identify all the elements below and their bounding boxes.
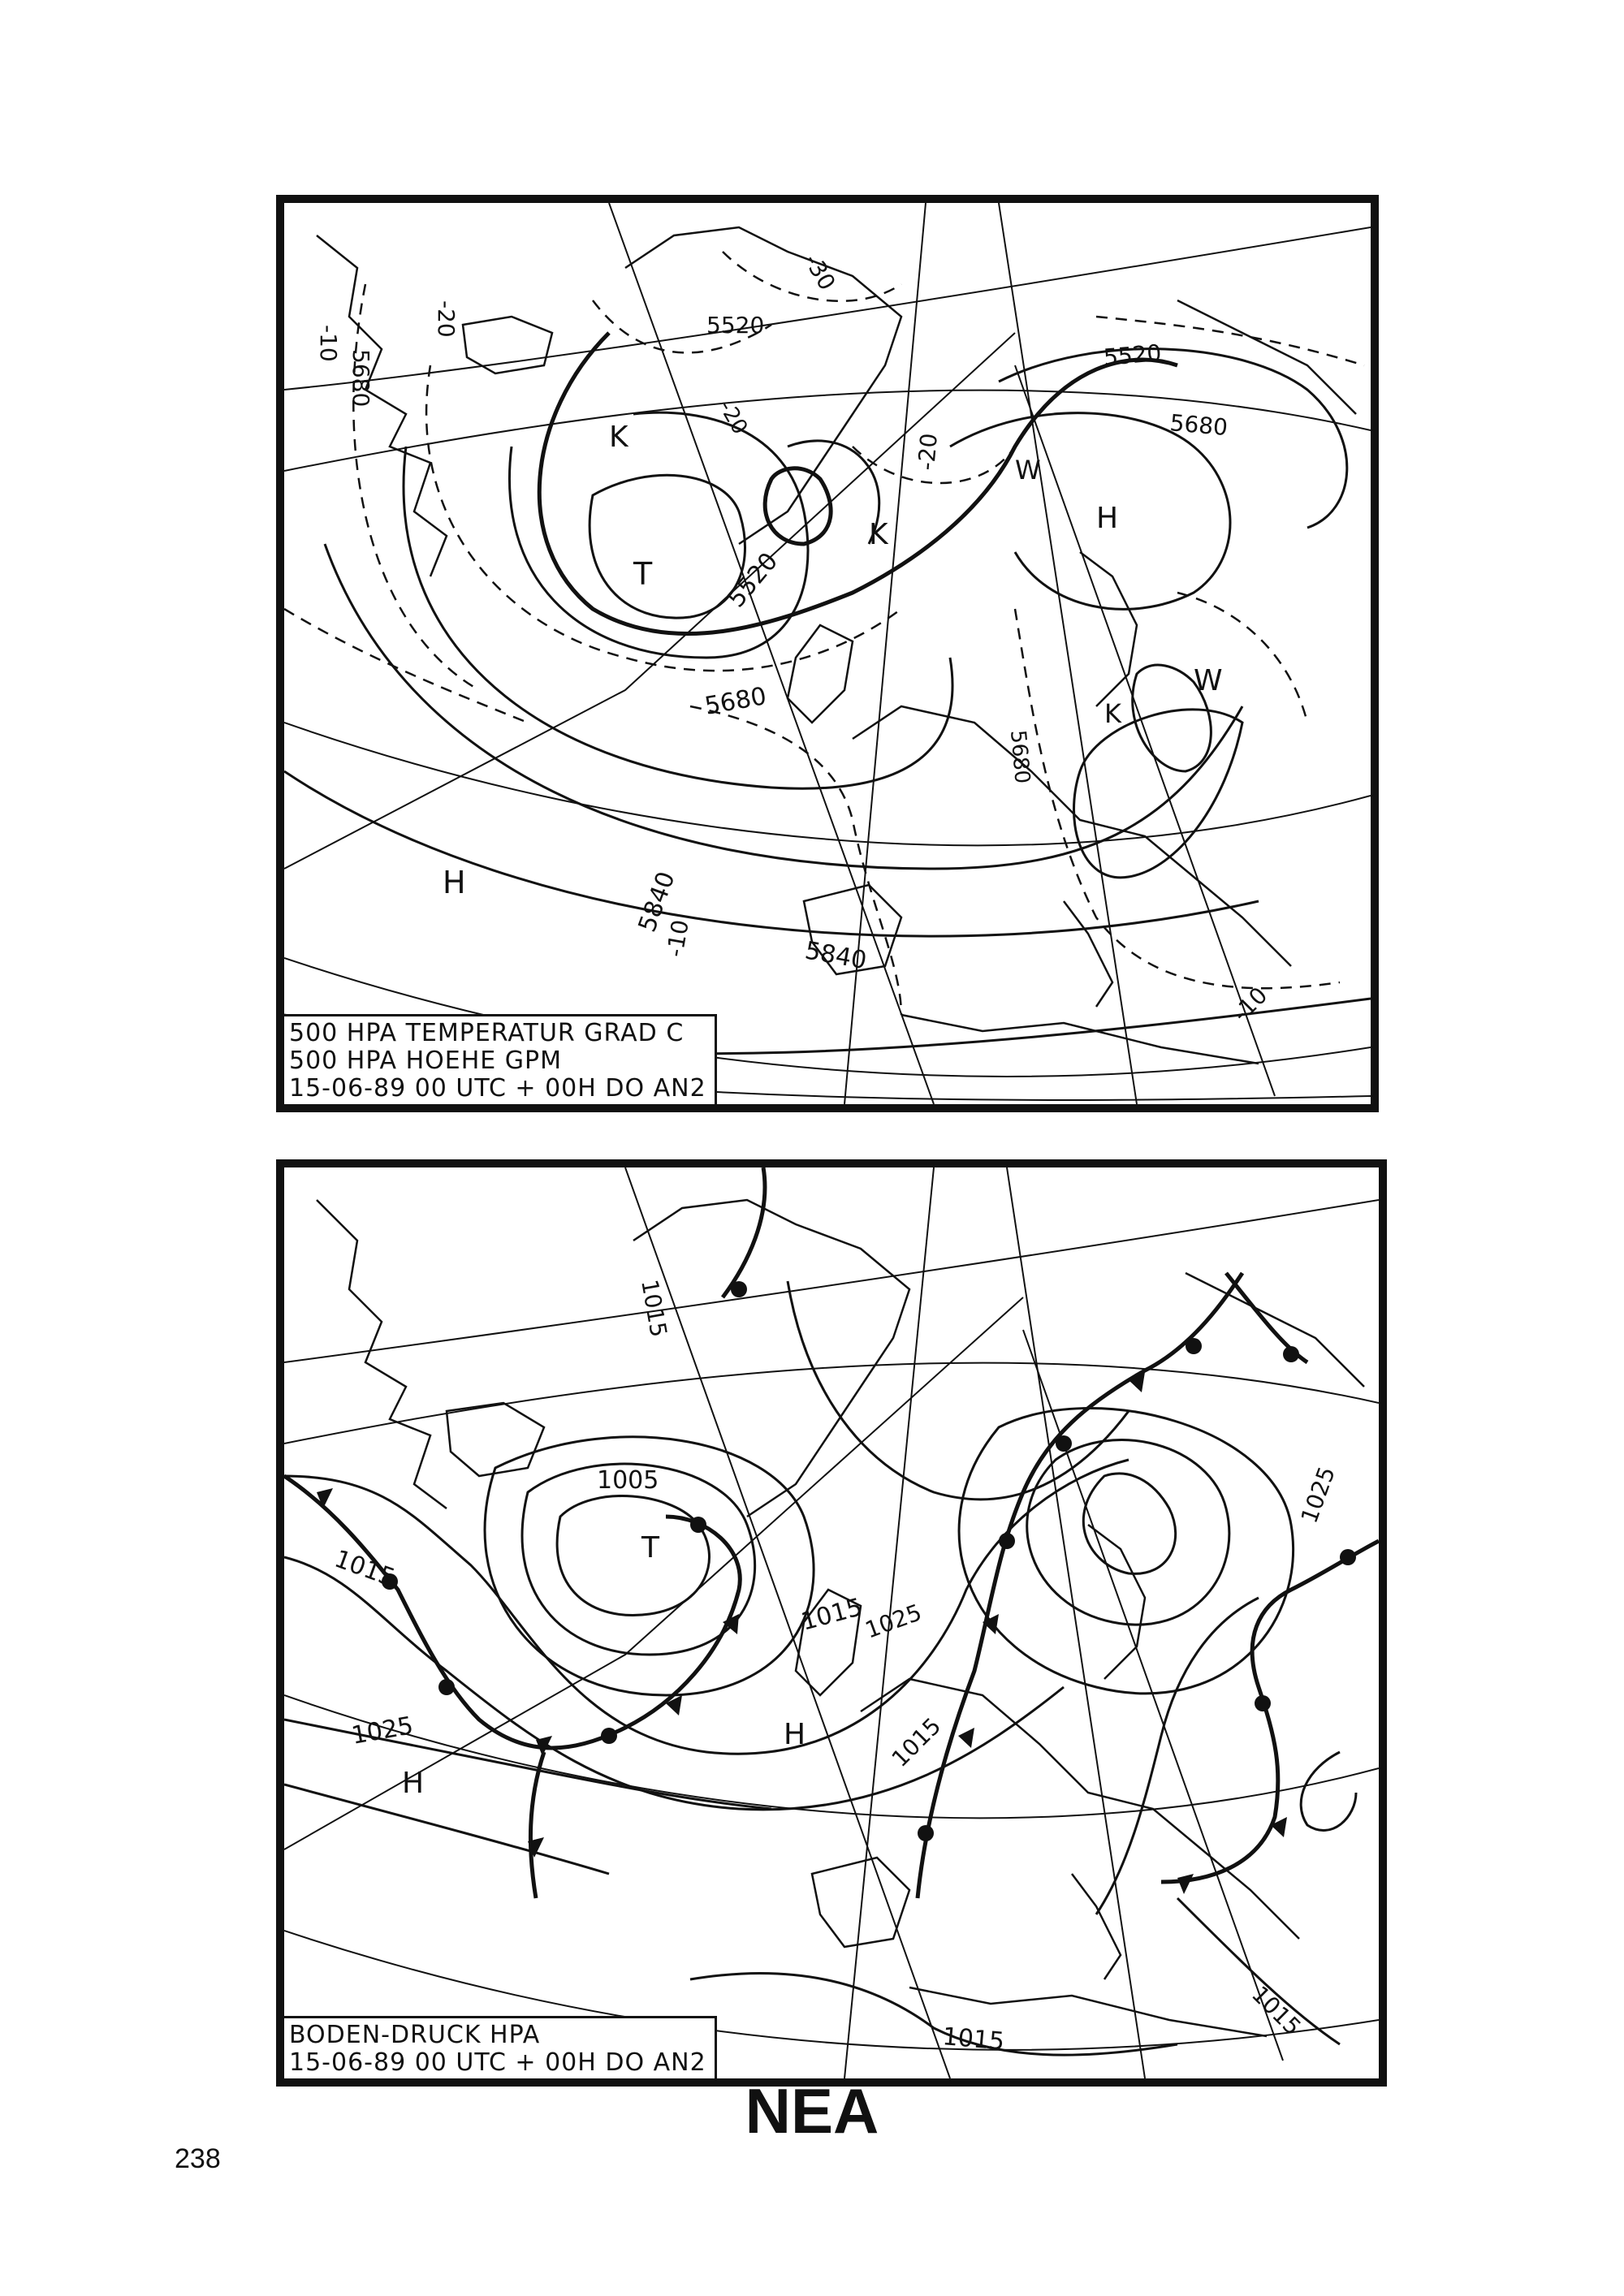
warm-front-semicircle [690,1517,706,1533]
lower-fronts [284,1167,1379,1898]
warm-front-semicircle [999,1533,1015,1549]
lower-coast-greenland [317,1200,447,1508]
upper-legend-line: 15-06-89 00 UTC + 00H DO AN2 [289,1074,706,1103]
upper-legend-line: 500 HPA HOEHE GPM [289,1047,562,1075]
upper-height-labels [348,312,1229,975]
lower-isobar-label: 1025 [1295,1463,1341,1527]
upper-temperature-label: -20 [913,432,943,472]
lower-isobar-label: 1025 [862,1599,926,1644]
warm-front-semicircle [918,1825,934,1841]
lower-parallel [284,1200,1379,1362]
upper-temperature-label: -20 [433,300,460,338]
upper-temperature-label: -10 [661,917,694,960]
warm-front-semicircle [1186,1338,1202,1354]
lower-coast-baltic [1088,1525,1145,1679]
upper-height-contour [999,349,1347,528]
lower-isobar [557,1496,709,1616]
upper-center-label: K [1104,698,1121,729]
upper-graticule [284,203,1371,1104]
lower-coast-iceland [447,1403,544,1476]
upper-center-label: H [1096,502,1119,535]
lower-isobar [1027,1440,1229,1625]
upper-height-contour [509,412,808,658]
upper-meridian [1015,365,1275,1096]
upper-height-contour [590,475,745,618]
upper-isotherm [1177,593,1307,723]
upper-height-contour [284,771,1259,936]
upper-height-label: 5680 [348,349,374,408]
lower-isobar-label: 1005 [597,1466,659,1495]
upper-height-label: 5520 [706,312,765,339]
lower-isobar [690,1974,1177,2056]
lower-parallel [284,1695,1379,1818]
lower-center-label: H [784,1718,806,1751]
upper-coast-scandinavia [625,227,901,544]
upper-center-label: W [1015,455,1041,486]
lower-isobar-label: 1025 [349,1711,416,1750]
warm-front-semicircle [601,1728,617,1744]
cold-front-triangle [1177,1874,1194,1894]
upper-coast-europe [853,706,1291,966]
lower-front-line [1161,1541,1379,1882]
upper-center-label: T [633,556,653,592]
upper-coast-russia [1177,300,1356,414]
lower-isobar [284,1785,609,1874]
upper-temperature-label: -10 [1227,982,1273,1027]
lower-isobars [284,1281,1356,2055]
lower-isobar [1177,1898,1340,2044]
lower-isobar [284,1460,1129,1754]
lower-map-svg [284,1167,1379,2078]
lower-coast-iberia [812,1858,909,1947]
weather-type-code: NEA [745,2075,879,2147]
lower-legend-line: BODEN-DRUCK HPA [289,2021,541,2049]
lower-isobar [788,1281,1129,1500]
upper-center-label: H [443,865,466,900]
lower-isobar-label: 1015 [636,1277,672,1340]
upper-height-contour [1074,710,1243,878]
upper-temperature-label: -30 [798,249,841,296]
upper-height-label: 5520 [1102,339,1163,371]
upper-height-label: 5680 [702,682,769,721]
upper-coast-iceland [463,317,552,373]
upper-height-label: 5840 [802,936,869,976]
warm-front-semicircle [1056,1435,1072,1452]
warm-front-semicircle [731,1281,747,1297]
lower-front-line [530,1752,544,1898]
upper-meridian [999,203,1137,1104]
lower-isobar-label: 1015 [941,2022,1006,2056]
warm-front-semicircle [1340,1549,1356,1565]
lower-pressure-centers [402,1531,806,1800]
upper-height-label: 5680 [1168,409,1229,442]
upper-legend-line: 500 HPA TEMPERATUR GRAD C [289,1019,685,1047]
lower-isobar-label: 1015 [798,1593,866,1637]
lower-legend-line: 15-06-89 00 UTC + 00H DO AN2 [289,2048,706,2077]
lower-coast-italy [1072,1874,1121,1979]
upper-coast-italy [1064,901,1112,1007]
upper-height-label: 5840 [633,868,681,936]
upper-legend [284,1014,717,1104]
cold-front-triangle [958,1728,974,1748]
upper-height-label: 5520 [722,547,784,614]
upper-center-label: K [869,518,888,551]
upper-coast-britain [788,625,853,723]
lower-front-line [723,1167,765,1297]
lower-isobar-label: 1015 [330,1544,399,1593]
lower-center-label: H [402,1767,425,1800]
upper-temperature-label: -20 [713,396,753,439]
upper-isotherm [353,284,479,690]
lower-legend [284,2016,717,2078]
upper-center-label: K [609,421,628,454]
lower-center-label: T [641,1531,659,1564]
upper-isotherm [284,609,528,723]
upper-pressure-centers [443,421,1223,900]
lower-isobar-label: 1015 [886,1712,947,1772]
lower-isobar [1083,1474,1175,1573]
upper-height-contour [950,413,1230,610]
page-number: 238 [175,2143,221,2174]
upper-center-label: W [1194,664,1223,697]
warm-front-semicircle [438,1679,455,1695]
upper-temperature-label: -10 [315,325,342,362]
lower-isobar-label: 1015 [1246,1980,1307,2041]
upper-height-label: 5680 [1005,728,1034,785]
lower-map-panel [276,1159,1387,2087]
upper-map-panel [276,195,1379,1112]
lower-isobar [1301,1752,1356,1830]
upper-coast-med [901,1015,1259,1064]
upper-map-svg [284,203,1371,1104]
lower-isobar [959,1408,1293,1693]
warm-front-semicircle [1255,1695,1271,1711]
warm-front-semicircle [1283,1346,1299,1362]
